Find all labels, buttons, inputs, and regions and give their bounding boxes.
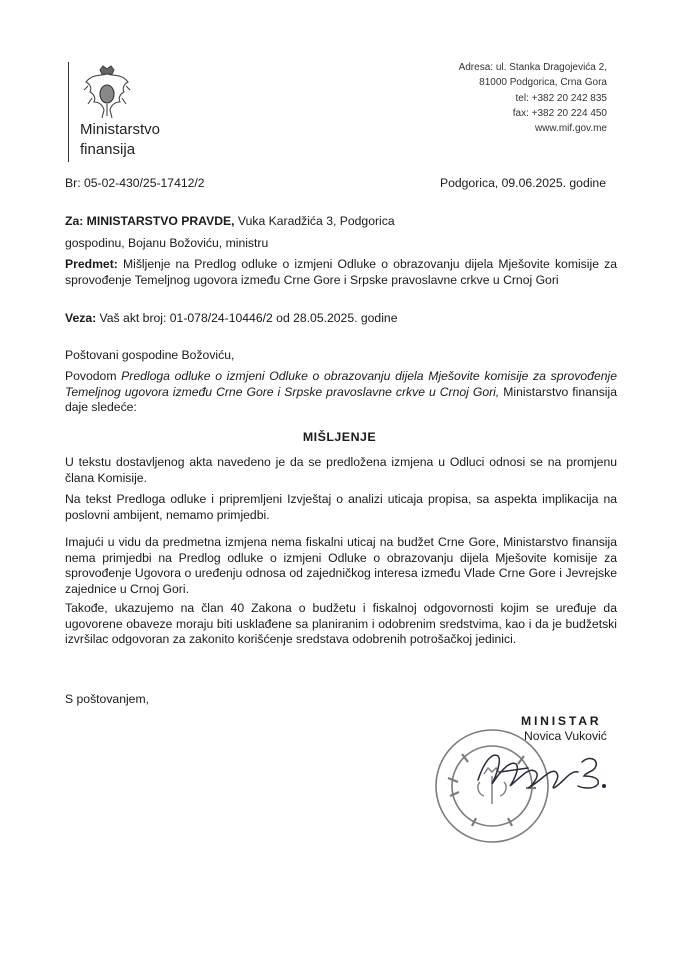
intro-after: Ministarstvo finansija daje sledeće: bbox=[65, 384, 617, 414]
link-label: Veza: bbox=[65, 311, 97, 325]
recipient-org: MINISTARSTVO PRAVDE, bbox=[86, 214, 235, 228]
address-fax: fax: +382 20 224 450 bbox=[512, 107, 607, 119]
paragraph-4: Takođe, ukazujemo na član 40 Zakona o budžetu i fiskalnoj odgovornosti kojim se uređuje da ugovorene obaveze moraju biti usklađene sa planiranim i odobrenim sredstvima, kao i da je budžetski izvršilac odgovoran za zakonito korišćenje sredstava odobrenih potrošačkoj jedinici. bbox=[65, 601, 617, 646]
signatory-name: Novica Vuković bbox=[524, 729, 607, 743]
coat-of-arms-icon bbox=[82, 64, 132, 120]
recipient-address: Vuka Karadžića 3, Podgorica bbox=[234, 214, 395, 228]
paragraph-2: Na tekst Predloga odluke i pripremljeni Izvještaj o analizi uticaja propisa, sa aspekta implikacija na poslovni ambijent, nemamo primjedbi. bbox=[65, 492, 617, 522]
intro-paragraph bbox=[65, 369, 617, 416]
opinion-heading: MIŠLJENJE bbox=[302, 430, 377, 444]
reference-number: Br: 05-02-430/25-17412/2 bbox=[65, 176, 205, 190]
recipient-line bbox=[65, 214, 617, 230]
recipient-label: Za: bbox=[65, 214, 84, 228]
ministry-name-line2: finansija bbox=[80, 141, 136, 158]
address-street: Adresa: ul. Stanka Dragojevića 2, bbox=[458, 62, 607, 73]
address-city: 81000 Podgorica, Crna Gora bbox=[479, 77, 607, 89]
subject-text: Mišljenje na Predlog odluke o izmjeni Odluke o obrazovanju dijela Mješovite komisije za sprovođenje Temeljnog ugovora između Crne Gore i Srpske pravoslavne crkve u Crnoj Gori bbox=[65, 257, 617, 287]
address-website: www.mif.gov.me bbox=[534, 123, 607, 135]
contact-address bbox=[459, 60, 607, 136]
ministry-name-line1: Ministarstvo bbox=[80, 121, 161, 138]
signatory-title: MINISTAR bbox=[521, 714, 602, 728]
paragraph-1: U tekstu dostavljenog akta navedeno je da se predložena izmjena u Odluci odnosi se na promjenu člana Komisije. bbox=[65, 455, 617, 485]
signature-icon bbox=[470, 742, 620, 797]
closing-line: S poštovanjem, bbox=[65, 692, 150, 706]
paragraph-3: Imajući u vidu da predmetna izmjena nema fiskalni uticaj na budžet Crne Gore, Ministarstvo finansija nema primjedbi na Predlog odluke o izmjeni Odluke o obrazovanju dijela Mješovite komisije za sprovođenje Ugovora o uređenju odnosa od zajedničkog interesa između Vlade Crne Gore i Jevrejske zajednice u Crnoj Gori. bbox=[65, 535, 617, 596]
recipient-person: gospodinu, Bojanu Božoviću, ministru bbox=[65, 236, 269, 250]
header-divider bbox=[68, 62, 69, 162]
subject-paragraph bbox=[65, 257, 617, 288]
salutation: Poštovani gospodine Božoviću, bbox=[65, 348, 235, 362]
intro-italic: Predloga odluke o izmjeni Odluke o obrazovanju dijela Mješovite komisije za sprovođenje Temeljnog ugovora između Crne Gore i Srpske pravoslavne crkve u Crnoj Gori, bbox=[65, 369, 618, 399]
letter-date: Podgorica, 09.06.2025. godine bbox=[439, 176, 606, 190]
intro-before: Povodom bbox=[65, 369, 122, 383]
subject-label: Predmet: bbox=[65, 257, 118, 271]
ministry-name bbox=[80, 120, 160, 160]
reference-link bbox=[65, 311, 617, 327]
address-phone: tel: +382 20 242 835 bbox=[515, 92, 607, 104]
link-text: Vaš akt broj: 01-078/24-10446/2 od 28.05.2025. godine bbox=[96, 311, 398, 325]
